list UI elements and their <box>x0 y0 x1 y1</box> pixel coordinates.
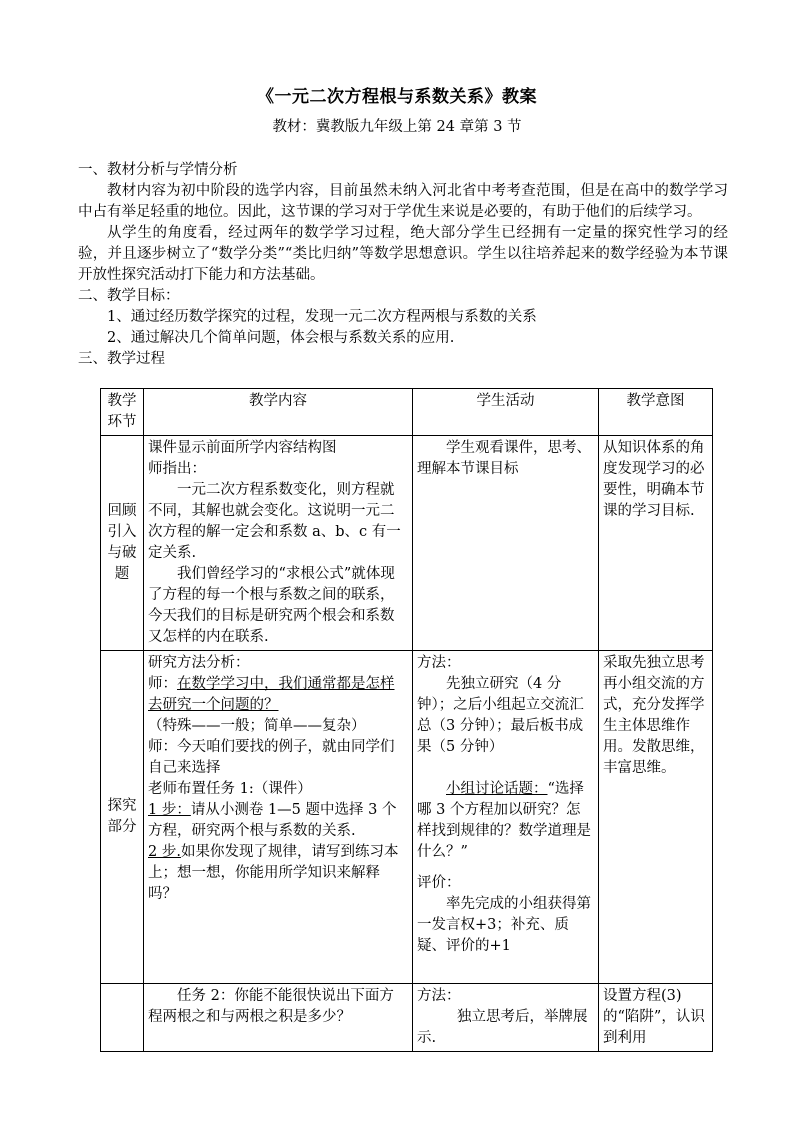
content-line: 课件显示前面所学内容结构图 <box>148 440 337 456</box>
section-heading: 三、教学过程 <box>78 351 165 367</box>
header-activity: 学生活动 <box>413 389 599 436</box>
content-line: 我们曾经学习的“求根公式”就体现了方程的每一个根与系数之间的联系，今天我们的目标是研究两个根会和系数又怎样的内在联系. <box>148 566 395 645</box>
content-text: 师： <box>148 676 177 692</box>
content-line: 老师布置任务 1:（课件） <box>148 781 312 797</box>
content-cell: 任务 2：你能不能很快说出下面方程两根之和与两根之积是多少？ <box>144 984 413 1052</box>
table-row <box>101 651 713 984</box>
activity-line: 率先完成的小组获得第一发言权+3；补充、质疑、评价的+1 <box>417 896 591 954</box>
table-row <box>101 436 713 651</box>
content-line: 师：今天咱们要找的例子，就由同学们自己来选择 <box>148 739 395 776</box>
header-intent: 教学意图 <box>599 389 713 436</box>
activity-cell <box>413 651 599 984</box>
table-header-row <box>101 389 713 436</box>
section-heading: 二、教学目标： <box>78 288 180 304</box>
content-line: 研究方法分析： <box>148 655 250 671</box>
activity-line: 先独立研究（4 分钟）；之后小组起立交流汇总（3 分钟）；最后板书成果（5 分钟） <box>417 676 584 755</box>
content-cell <box>144 436 413 651</box>
activity-text: “选择哪 3 个方程加以研究？怎样找到规律的？数学道理是什么？” <box>417 781 591 860</box>
intent-cell: 设置方程(3)的“陷阱”，认识到利用 <box>599 984 713 1052</box>
content-text: 请从小测卷 1—5 题中选择 3 个方程，研究两个根与系数的关系. <box>148 802 397 839</box>
step-label: 2 步. <box>148 844 181 860</box>
paragraph: 从学生的角度看，经过两年的数学学习过程，绝大部分学生已经拥有一定量的探究性学习的经验，并且逐步树立了“数学分类”“类比归纳”等数学思想意识。学生以往培养起来的数学经验为本节课开放性探究活动打下能力和方法基础。 <box>78 225 728 283</box>
activity-cell: 学生观看课件，思考、理解本节课目标 <box>413 436 599 651</box>
activity-line: 独立思考后，举牌展示. <box>417 1009 588 1046</box>
content-line <box>148 842 408 905</box>
goal-item: 1、通过经历数学探究的过程，发现一元二次方程两根与系数的关系 <box>107 309 537 325</box>
content-text: 如果你发现了规律，请写到练习本上；想一想，你能用所学知识来解释吗？ <box>148 844 399 902</box>
section-analysis <box>78 160 728 370</box>
document-title: 《一元二次方程根与系数关系》教案 <box>257 87 537 107</box>
paragraph: 教材内容为初中阶段的选学内容，目前虽然未纳入河北省中考考查范围，但是在高中的数学学习中占有举足轻重的地位。因此，这节课的学习对于学优生来说是必要的，有助于他们的后续学习。 <box>78 183 728 220</box>
section-heading: 一、教材分析与学情分析 <box>78 162 238 178</box>
activity-cell <box>413 984 599 1052</box>
content-cell <box>144 651 413 984</box>
intent-cell: 从知识体系的角度发现学习的必要性，明确本节课的学习目标. <box>599 436 713 651</box>
content-line <box>148 674 408 716</box>
content-line: 师指出： <box>148 461 206 477</box>
content-text-underlined: 在数学学习中，我们通常都是怎样去研究一个问题的？ <box>148 676 395 713</box>
document-subtitle: 教材：冀教版九年级上第 24 章第 3 节 <box>272 119 522 135</box>
activity-line <box>417 779 594 863</box>
intent-cell: 采取先独立思考再小组交流的方式，充分发挥学生主体思维作用。发散思维，丰富思维。 <box>599 651 713 984</box>
step-label: 1 步： <box>148 802 191 818</box>
activity-line: 方法： <box>417 988 461 1004</box>
discussion-topic-label: 小组讨论话题： <box>446 781 548 797</box>
header-content: 教学内容 <box>144 389 413 436</box>
stage-cell: 回顾引入与破题 <box>101 436 144 651</box>
stage-cell <box>101 984 144 1052</box>
content-line: 一元二次方程系数变化，则方程就不同，其解也就会变化。这说明一元二次方程的解一定会和系数 a、b、c 有一定关系. <box>148 482 401 561</box>
content-line <box>148 800 408 842</box>
header-stage: 教学环节 <box>101 389 144 436</box>
lesson-plan-table <box>100 388 713 1052</box>
goal-item: 2、通过解决几个简单问题，体会根与系数关系的应用. <box>107 330 455 346</box>
stage-cell: 探究部分 <box>101 651 144 984</box>
table-row <box>101 984 713 1052</box>
activity-line: 评价： <box>417 875 461 891</box>
activity-line: 方法： <box>417 655 461 671</box>
content-line: （特殊——一般；简单——复杂） <box>148 718 366 734</box>
